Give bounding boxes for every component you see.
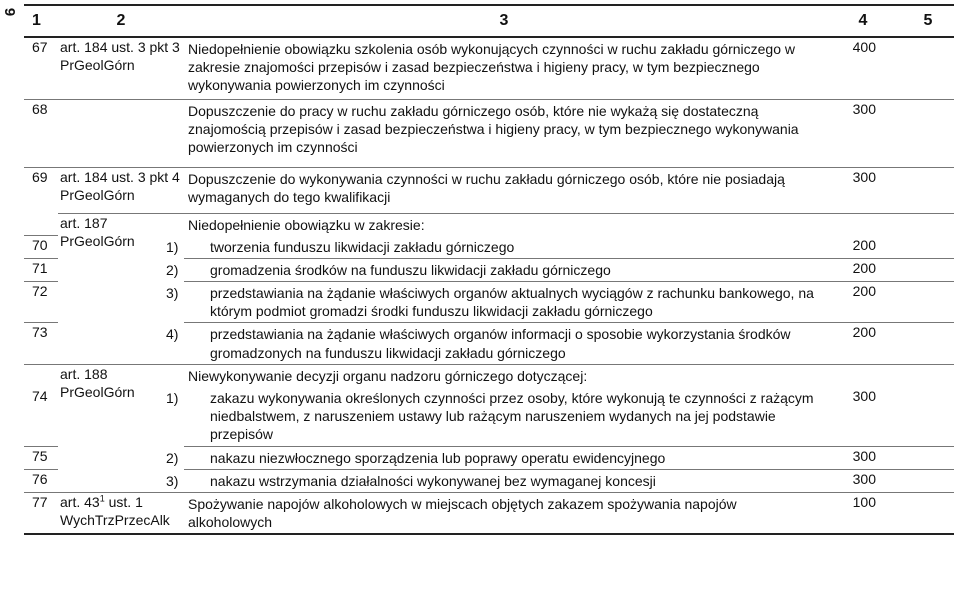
header-col-1: 1	[24, 5, 58, 37]
header-col-4: 4	[824, 5, 902, 37]
table-row	[24, 99, 954, 167]
fine-amount: 200	[852, 236, 876, 253]
row-number: 70	[24, 236, 58, 259]
offense-text: 3) przedstawiania na żądanie właściwych organów aktualnych wyciągów z rachunku bankowego, na którym podmiot gromadzi środki funduszu likwidacji zakładu górniczego	[184, 282, 824, 323]
table-row	[24, 37, 954, 99]
fine-amount: 400	[852, 39, 876, 55]
offense-text: 2) gromadzenia środków na funduszu likwidacji zakładu górniczego	[184, 258, 824, 281]
offense-text: 1) tworzenia funduszu likwidacji zakładu górniczego	[166, 238, 515, 255]
row-number: 73	[24, 323, 58, 364]
offense-text: Dopuszczenie do wykonywania czynności w ruchu zakładu górniczego osób, które nie posiadają wymaganych do tego kwalifikacji	[184, 167, 824, 213]
offense-text: 2) nakazu niezwłocznego sporządzenia lub poprawy operatu ewidencyjnego	[184, 446, 824, 469]
row-number: 76	[24, 469, 58, 492]
offense-text: 3) nakazu wstrzymania działalności wykonywanej bez wymaganej koncesji	[184, 469, 824, 492]
row-number: 74	[32, 388, 48, 404]
row-number: 71	[24, 258, 58, 281]
group-intro-text: Niewykonywanie decyzji organu nadzoru górniczego dotyczącej:	[184, 364, 824, 387]
legal-basis: art. 184 ust. 3 pkt 4 PrGeolGórn	[58, 167, 184, 213]
header-col-3: 3	[184, 5, 824, 37]
header-row	[24, 5, 954, 37]
fine-amount: 300	[824, 446, 902, 469]
row-number: 72	[24, 282, 58, 323]
offense-text: 4) przedstawiania na żądanie właściwych organów informacji o sposobie wykorzystania środków gromadzonych na funduszu likwidacji zakładu górniczego	[184, 323, 824, 364]
header-col-2: 2	[58, 5, 184, 37]
fines-table	[24, 4, 954, 535]
row-number: 68	[24, 99, 58, 167]
row-number: 75	[24, 446, 58, 469]
fine-amount: 300	[824, 167, 902, 213]
fine-amount: 200	[824, 282, 902, 323]
page-number: 9	[1, 7, 18, 17]
offense-text: 1) zakazu wykonywania określonych czynności przez osoby, które wykonują te czynności z rażącym niedbalstwem, z naruszeniem ustawy lub rażącym naruszeniem wydanych na jej podstawie przepisów	[166, 390, 814, 443]
fine-amount: 300	[824, 99, 902, 167]
header-col-5: 5	[902, 5, 954, 37]
fine-amount: 200	[824, 258, 902, 281]
fine-amount: 300	[824, 469, 902, 492]
legal-basis: art. 188 PrGeolGórn	[58, 364, 184, 492]
fine-amount: 100	[824, 492, 902, 534]
offense-text: Niedopełnienie obowiązku szkolenia osób wykonujących czynności w ruchu zakładu górniczego w zakresie znajomości przepisów i zasad bezpieczeństwa i higieny pracy, w tym bezpiecznego wykonywania powierzonych im czynności	[188, 41, 796, 94]
legal-basis: art. $43^1$ ust. 1 WychTrzPrzecAlk	[58, 492, 184, 534]
table-row	[24, 492, 954, 534]
legal-basis: art. 187 PrGeolGórn	[58, 213, 184, 364]
fine-amount: 300	[852, 388, 876, 404]
offense-text: Dopuszczenie do pracy w ruchu zakładu górniczego osób, które nie wykażą się dostateczną znajomością przepisów i zasad bezpieczeństwa i higieny pracy, w tym bezpiecznego wykonywania powierzonych im czynności	[184, 99, 824, 167]
row-number: 67	[32, 39, 48, 55]
group-intro-row	[24, 213, 954, 236]
table-row	[24, 167, 954, 213]
legal-basis: art. 184 ust. 3 pkt 3 PrGeolGórn	[60, 39, 180, 74]
group-intro-row	[24, 364, 954, 387]
fine-amount: 200	[824, 323, 902, 364]
offense-text: Spożywanie napojów alkoholowych w miejscach objętych zakazem spożywania napojów alkoholowych	[184, 492, 824, 534]
row-number: 77	[24, 492, 58, 534]
group-intro-text: Niedopełnienie obowiązku w zakresie:	[184, 213, 824, 236]
row-number: 69	[24, 167, 58, 213]
